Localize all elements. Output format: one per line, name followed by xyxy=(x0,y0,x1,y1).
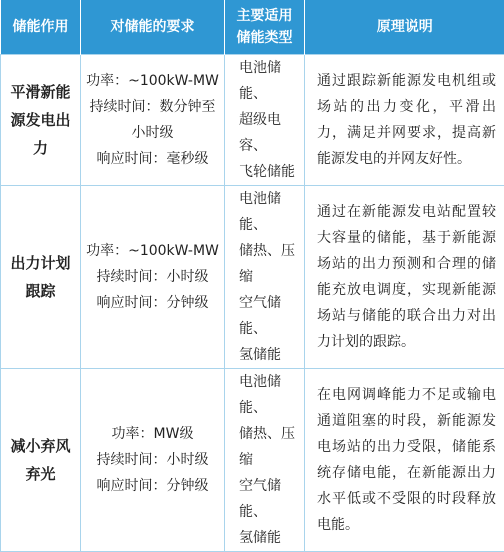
req-line: 持续时间：数分钟至 xyxy=(85,94,220,120)
type-line: 电池储能、 xyxy=(239,186,304,238)
principle-text: 通过跟踪新能源发电机组或场站的出力变化，平滑出力，满足并网要求，提高新能源发电的并网友好性。 xyxy=(317,68,496,172)
role-cell xyxy=(1,55,81,186)
role-cell xyxy=(1,369,81,552)
role-line: 出力计划 xyxy=(7,249,74,277)
role-line: 弃光 xyxy=(7,460,74,488)
role-line: 源发电出 xyxy=(7,106,74,134)
table-row xyxy=(1,186,504,369)
req-line: 持续时间：小时级 xyxy=(85,447,220,473)
table-row xyxy=(1,55,504,186)
principle-text: 在电网调峰能力不足或输电通道阻塞的时段，新能源发电场站的出力受限，储能系统存储电能，在新能源出力水平低或不受限的时段释放电能。 xyxy=(317,382,496,538)
header-row xyxy=(1,0,504,55)
role-cell xyxy=(1,186,81,369)
type-line: 电池储能、 xyxy=(239,369,304,421)
header-principle: 原理说明 xyxy=(305,0,504,55)
type-line: 超级电容、 xyxy=(239,107,304,159)
header-types xyxy=(225,0,305,55)
type-line: 储热、压缩 xyxy=(239,238,304,290)
requirements-cell xyxy=(81,369,225,552)
types-cell xyxy=(225,369,305,552)
req-line: 响应时间：分钟级 xyxy=(85,473,220,499)
types-cell xyxy=(225,55,305,186)
role-line: 减小弃风 xyxy=(7,432,74,460)
type-line: 氢储能 xyxy=(239,525,304,551)
req-line: 响应时间：毫秒级 xyxy=(85,146,220,172)
header-types-line2: 储能类型 xyxy=(225,27,304,49)
type-line: 空气储能、 xyxy=(239,290,304,342)
role-line: 平滑新能 xyxy=(7,78,74,106)
principle-text: 通过在新能源发电站配置较大容量的储能，基于新能源场站的出力预测和合理的储能充放电调度，实现新能源场站与储能的联合出力对出力计划的跟踪。 xyxy=(317,199,496,355)
req-line: 响应时间：分钟级 xyxy=(85,290,220,316)
header-requirements: 对储能的要求 xyxy=(81,0,225,55)
role-line: 跟踪 xyxy=(7,277,74,305)
req-line: 功率：~100kW-MW xyxy=(85,68,220,94)
type-line: 空气储能、 xyxy=(239,473,304,525)
requirements-cell xyxy=(81,55,225,186)
req-line: 持续时间：小时级 xyxy=(85,264,220,290)
requirements-cell xyxy=(81,186,225,369)
principle-cell xyxy=(305,55,504,186)
principle-cell xyxy=(305,369,504,552)
req-line: 功率：MW级 xyxy=(85,421,220,447)
req-line: 小时级 xyxy=(85,120,220,146)
types-cell xyxy=(225,186,305,369)
type-line: 储热、压缩 xyxy=(239,421,304,473)
type-line: 飞轮储能 xyxy=(239,159,304,185)
role-line: 力 xyxy=(7,134,74,162)
table-row xyxy=(1,369,504,552)
header-types-line1: 主要适用 xyxy=(225,5,304,27)
type-line: 电池储能、 xyxy=(239,55,304,107)
principle-cell xyxy=(305,186,504,369)
header-role: 储能作用 xyxy=(1,0,81,55)
req-line: 功率：~100kW-MW xyxy=(85,238,220,264)
type-line: 氢储能 xyxy=(239,342,304,368)
